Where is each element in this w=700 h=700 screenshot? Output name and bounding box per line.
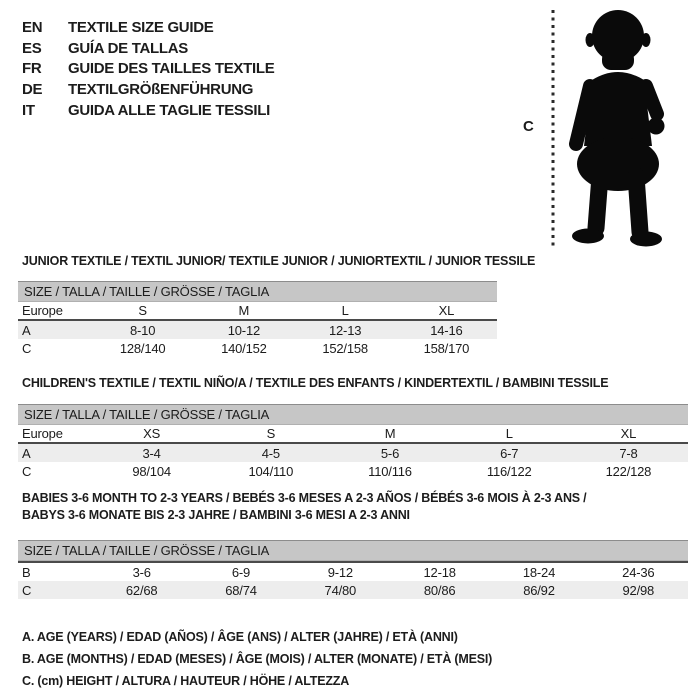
- language-code: FR: [22, 60, 42, 78]
- table-row-europe: [18, 425, 688, 442]
- row-label: Europe: [22, 426, 63, 441]
- value-cell: 18-24: [522, 564, 556, 580]
- note-height-cm: C. (cm) HEIGHT / ALTURA / HAUTEUR / HÖHE / ALTEZZA: [22, 674, 350, 688]
- table-row-age: [18, 444, 688, 462]
- value-cell: 62/68: [125, 582, 158, 598]
- value-cell: 4-5: [261, 445, 280, 461]
- value-cell: 8-10: [130, 322, 156, 338]
- size-cell: S: [138, 303, 147, 318]
- value-cell: 86/92: [523, 582, 555, 598]
- size-header-band: SIZE / TALLA / TAILLE / GRÖSSE / TAGLIA: [18, 281, 497, 302]
- babies-size-table: [18, 540, 688, 599]
- table-row-europe: [18, 302, 497, 319]
- table-row-months: [18, 563, 688, 581]
- row-label: Europe: [22, 303, 63, 318]
- language-row-en: [22, 17, 274, 38]
- value-cell: 3-4: [142, 445, 161, 461]
- size-cell: L: [341, 303, 349, 318]
- value-cell: 80/86: [423, 582, 456, 598]
- size-header-band: SIZE / TALLA / TAILLE / GRÖSSE / TAGLIA: [18, 404, 688, 425]
- row-label: C: [22, 340, 32, 356]
- children-size-table: [18, 404, 688, 480]
- value-cell: 74/80: [324, 582, 357, 598]
- value-cell: 116/122: [486, 463, 532, 479]
- value-cell: 122/128: [605, 463, 652, 479]
- language-title-list: [22, 17, 274, 120]
- size-cell: M: [238, 303, 250, 318]
- value-cell: 6-7: [500, 445, 519, 461]
- language-code: DE: [22, 80, 43, 98]
- language-code: EN: [22, 18, 43, 36]
- note-age-months: B. AGE (MONTHS) / EDAD (MESES) / ÂGE (MOIS) / ALTER (MONATE) / ETÀ (MESI): [22, 652, 493, 666]
- value-cell: 110/116: [368, 463, 412, 479]
- junior-size-table: [18, 281, 497, 357]
- value-cell: 152/158: [322, 340, 368, 356]
- language-label: TEXTILGRÖßENFÜHRUNG: [68, 80, 254, 98]
- table-row-age: [18, 321, 497, 339]
- table-row-height: [18, 462, 688, 480]
- value-cell: 68/74: [225, 582, 257, 598]
- size-cell: XL: [438, 303, 455, 318]
- row-label: B: [22, 564, 31, 580]
- value-cell: 140/152: [221, 340, 267, 356]
- language-label: GUIDE DES TAILLES TEXTILE: [68, 60, 275, 78]
- value-cell: 24-36: [622, 564, 655, 580]
- value-cell: 3-6: [132, 564, 151, 580]
- babies-section-title: BABIES 3-6 MONTH TO 2-3 YEARS / BEBÉS 3-6 MESES A 2-3 AÑOS / BÉBÉS 3-6 MOIS À 2-3 ANS / BABYS 3-6 MONATE BIS 2-3 JAHRE / BAMBINI 3-6 MESI A 2-3 ANNI: [22, 491, 587, 522]
- children-section-title: CHILDREN'S TEXTILE / TEXTIL NIÑO/A / TEXTILE DES ENFANTS / KINDERTEXTIL / BAMBINI TESSILE: [22, 376, 609, 390]
- value-cell: 7-8: [619, 445, 638, 461]
- language-row-fr: [22, 58, 274, 79]
- language-code: ES: [22, 39, 42, 57]
- junior-section-title: JUNIOR TEXTILE / TEXTIL JUNIOR/ TEXTILE JUNIOR / JUNIORTEXTIL / JUNIOR TESSILE: [22, 254, 536, 268]
- language-row-de: [22, 79, 274, 100]
- toddler-silhouette-figure: [540, 6, 700, 250]
- value-cell: 6-9: [231, 564, 251, 580]
- value-cell: 5-6: [380, 445, 400, 461]
- row-label: A: [22, 322, 31, 338]
- value-cell: 12-13: [329, 322, 362, 338]
- value-cell: 104/110: [248, 463, 294, 479]
- table-row-height: [18, 339, 497, 357]
- value-cell: 128/140: [119, 340, 166, 356]
- legend-notes: [22, 626, 492, 692]
- size-cell: L: [505, 426, 513, 441]
- size-cell: M: [384, 426, 396, 441]
- size-cell: XL: [620, 426, 637, 441]
- row-label: C: [22, 582, 32, 598]
- baby-silhouette-icon: [572, 10, 665, 247]
- value-cell: 12-18: [423, 564, 456, 580]
- language-label: GUÍA DE TALLAS: [68, 39, 188, 57]
- value-cell: 92/98: [622, 582, 655, 598]
- language-row-es: [22, 38, 274, 59]
- note-age-years: A. AGE (YEARS) / EDAD (AÑOS) / ÂGE (ANS) / ALTER (JAHRE) / ETÀ (ANNI): [22, 630, 458, 644]
- value-cell: 98/104: [132, 463, 171, 479]
- size-cell: S: [266, 426, 276, 441]
- table-row-height: [18, 581, 688, 599]
- language-label: TEXTILE SIZE GUIDE: [68, 18, 214, 36]
- value-cell: 9-12: [327, 564, 353, 580]
- size-header-band: SIZE / TALLA / TAILLE / GRÖSSE / TAGLIA: [18, 540, 688, 561]
- language-code: IT: [22, 101, 35, 119]
- value-cell: 158/170: [423, 340, 470, 356]
- language-row-it: [22, 100, 274, 121]
- size-cell: XS: [143, 426, 161, 441]
- value-cell: 10-12: [227, 322, 260, 338]
- row-label: C: [22, 463, 32, 479]
- row-label: A: [22, 445, 31, 461]
- height-measure-label: C: [523, 118, 534, 135]
- language-label: GUIDA ALLE TAGLIE TESSILI: [68, 101, 270, 119]
- value-cell: 14-16: [430, 322, 463, 338]
